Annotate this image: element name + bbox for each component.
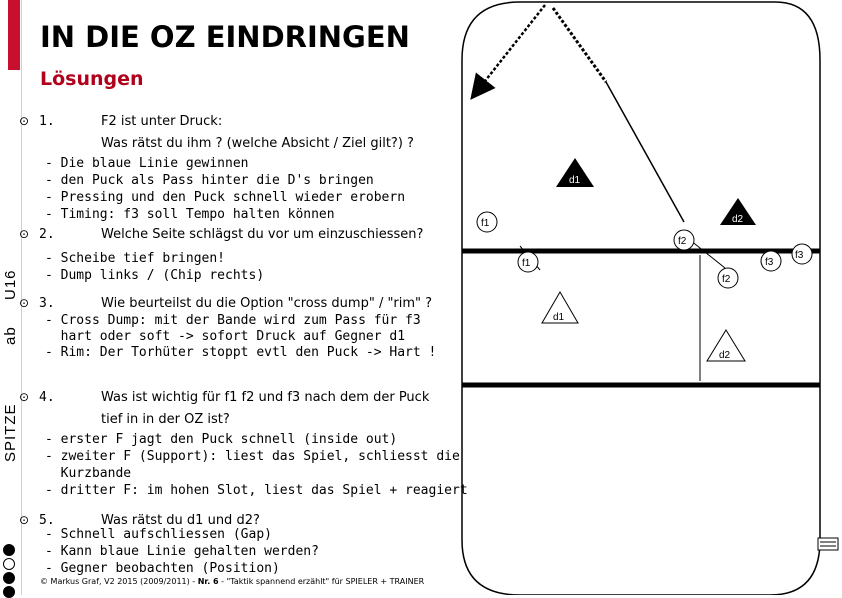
rink-label-d2-top: d2 xyxy=(732,214,744,225)
bullet-icon: ⊙ xyxy=(19,227,30,241)
bullet-icon: ⊙ xyxy=(19,513,30,527)
rink-label-d1-low: d1 xyxy=(553,312,565,323)
q3-number: 3. xyxy=(39,296,55,311)
q1-answer: - Pressing und den Puck schnell wieder erobern xyxy=(45,190,406,205)
page-subtitle: Lösungen xyxy=(40,68,144,90)
footer-number: Nr. 6 xyxy=(197,577,219,586)
q5-answer: - Kann blaue Linie gehalten werden? xyxy=(45,544,319,559)
q1-question: F2 ist unter Druck: xyxy=(101,114,223,129)
q4-question-2: tief in in der OZ ist? xyxy=(101,412,230,427)
q1-answer: - den Puck als Pass hinter die D's bringen xyxy=(45,173,374,188)
q4-question: Was ist wichtig für f1 f2 und f3 nach dem der Puck xyxy=(101,390,430,405)
rink-label-f1-left: f1 xyxy=(481,218,490,229)
q4-number: 4. xyxy=(39,390,55,405)
rink-label-f2-low: f2 xyxy=(722,274,731,285)
q2-number: 2. xyxy=(39,227,55,242)
footer-text-c: - "Taktik spannend erzählt" für SPIELER + TRAINER xyxy=(218,577,425,586)
q4-answer: - zweiter F (Support): liest das Spiel, schliesst die xyxy=(45,449,460,464)
sidebar-label-ab: ab xyxy=(2,326,19,345)
bullet-icon: ⊙ xyxy=(19,296,30,310)
bullet-icon: ⊙ xyxy=(19,390,30,404)
skate-path xyxy=(690,240,725,268)
q2-answer: - Scheibe tief bringen! xyxy=(45,251,226,266)
q5-answer: - Gegner beobachten (Position) xyxy=(45,561,280,576)
q5-question: Was rätst du d1 und d2? xyxy=(101,513,260,528)
rink-boards xyxy=(462,2,820,595)
q4-answer: - dritter F: im hohen Slot, liest das Spiel + reagiert xyxy=(45,483,468,498)
rink-label-d1-top: d1 xyxy=(569,175,581,186)
rink-label-f2-mid: f2 xyxy=(678,236,687,247)
q1-number: 1. xyxy=(39,114,55,129)
q1-answer: - Die blaue Linie gewinnen xyxy=(45,156,249,171)
footer-credit xyxy=(40,577,424,586)
skate-path xyxy=(606,82,684,222)
q5-answer: - Schnell aufschliessen (Gap) xyxy=(45,527,272,542)
q2-answer: - Dump links / (Chip rechts) xyxy=(45,268,265,283)
q4-answer: Kurzbande xyxy=(45,466,132,481)
page-title: IN DIE OZ EINDRINGEN xyxy=(40,20,410,54)
sidebar-label-spitze: SPITZE xyxy=(2,403,19,462)
q3-question: Wie beurteilst du die Option "cross dump" / "rim" ? xyxy=(101,296,433,311)
q5-number: 5. xyxy=(39,513,55,528)
q3-answer: - Rim: Der Torhüter stoppt evtl den Puck -> Hart ! xyxy=(45,345,437,360)
puck-icon xyxy=(818,538,838,550)
footer-text-a: © Markus Graf, V2 2015 (2009/2011) - xyxy=(40,577,198,586)
q3-answer: - Cross Dump: mit der Bande wird zum Pass für f3 xyxy=(45,313,421,328)
q4-answer: - erster F jagt den Puck schnell (inside out) xyxy=(45,432,398,447)
bullet-icon: ⊙ xyxy=(19,114,30,128)
q2-question: Welche Seite schlägst du vor um einzuschiessen? xyxy=(101,227,424,242)
pass-arrow xyxy=(478,5,545,90)
rink-label-f3-mid: f3 xyxy=(765,257,774,268)
q1-question-2: Was rätst du ihm ? (welche Absicht / Ziel gilt?) ? xyxy=(101,136,414,151)
skate-path xyxy=(553,8,606,82)
rink-label-f3-edge: f3 xyxy=(795,250,804,261)
rink-label-f1-mid: f1 xyxy=(522,258,531,269)
sidebar-label-u16: U16 xyxy=(2,269,19,300)
q3-answer: hart oder soft -> sofort Druck auf Gegner d1 xyxy=(45,329,406,344)
q1-answer: - Timing: f3 soll Tempo halten können xyxy=(45,207,335,222)
rink-label-d2-low: d2 xyxy=(719,350,731,361)
